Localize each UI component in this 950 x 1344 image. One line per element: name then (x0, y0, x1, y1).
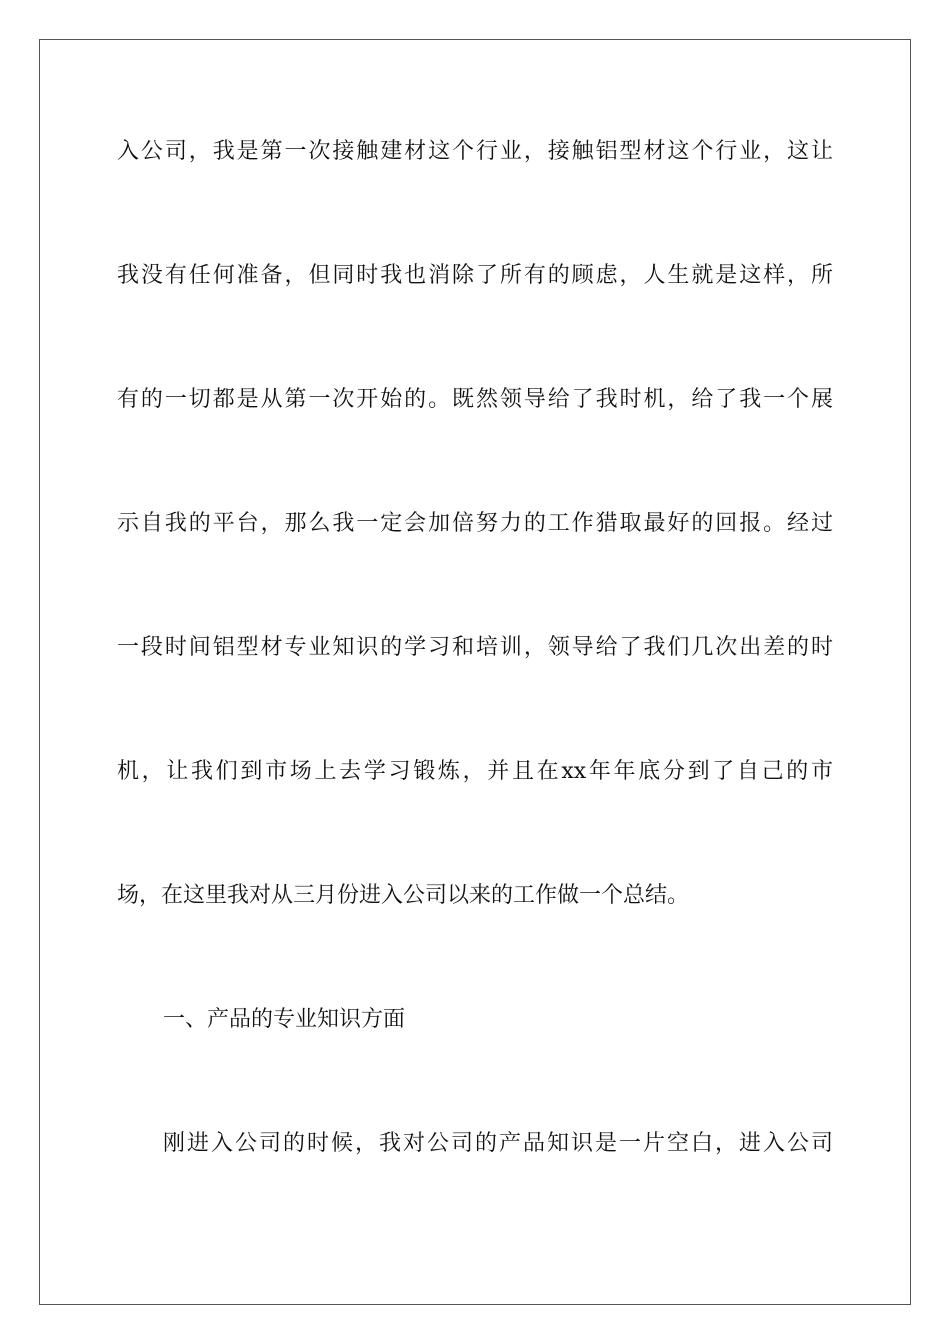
body-text-line-4: 示自我的平台，那么我一定会加倍努力的工作猎取最好的回报。经过 (117, 511, 833, 536)
body-text-line-2: 我没有任何准备，但同时我也消除了所有的顾虑，人生就是这样，所 (117, 263, 833, 288)
paragraph-first-line: 刚进入公司的时候，我对公司的产品知识是一片空白，进入公司 (163, 1131, 833, 1156)
body-text-line-5: 一段时间铝型材专业知识的学习和培训，领导给了我们几次出差的时 (117, 635, 833, 660)
body-text-line-3: 有的一切都是从第一次开始的。既然领导给了我时机，给了我一个展 (117, 387, 833, 412)
body-text-line-7: 场，在这里我对从三月份进入公司以来的工作做一个总结。 (117, 883, 690, 908)
page-frame (39, 39, 911, 1305)
section-heading: 一、产品的专业知识方面 (163, 1007, 406, 1032)
body-text-line-6: 机，让我们到市场上去学习锻炼，并且在xx年年底分到了自己的市 (117, 759, 833, 784)
body-text-line-1: 入公司，我是第一次接触建材这个行业，接触铝型材这个行业，这让 (117, 139, 833, 164)
